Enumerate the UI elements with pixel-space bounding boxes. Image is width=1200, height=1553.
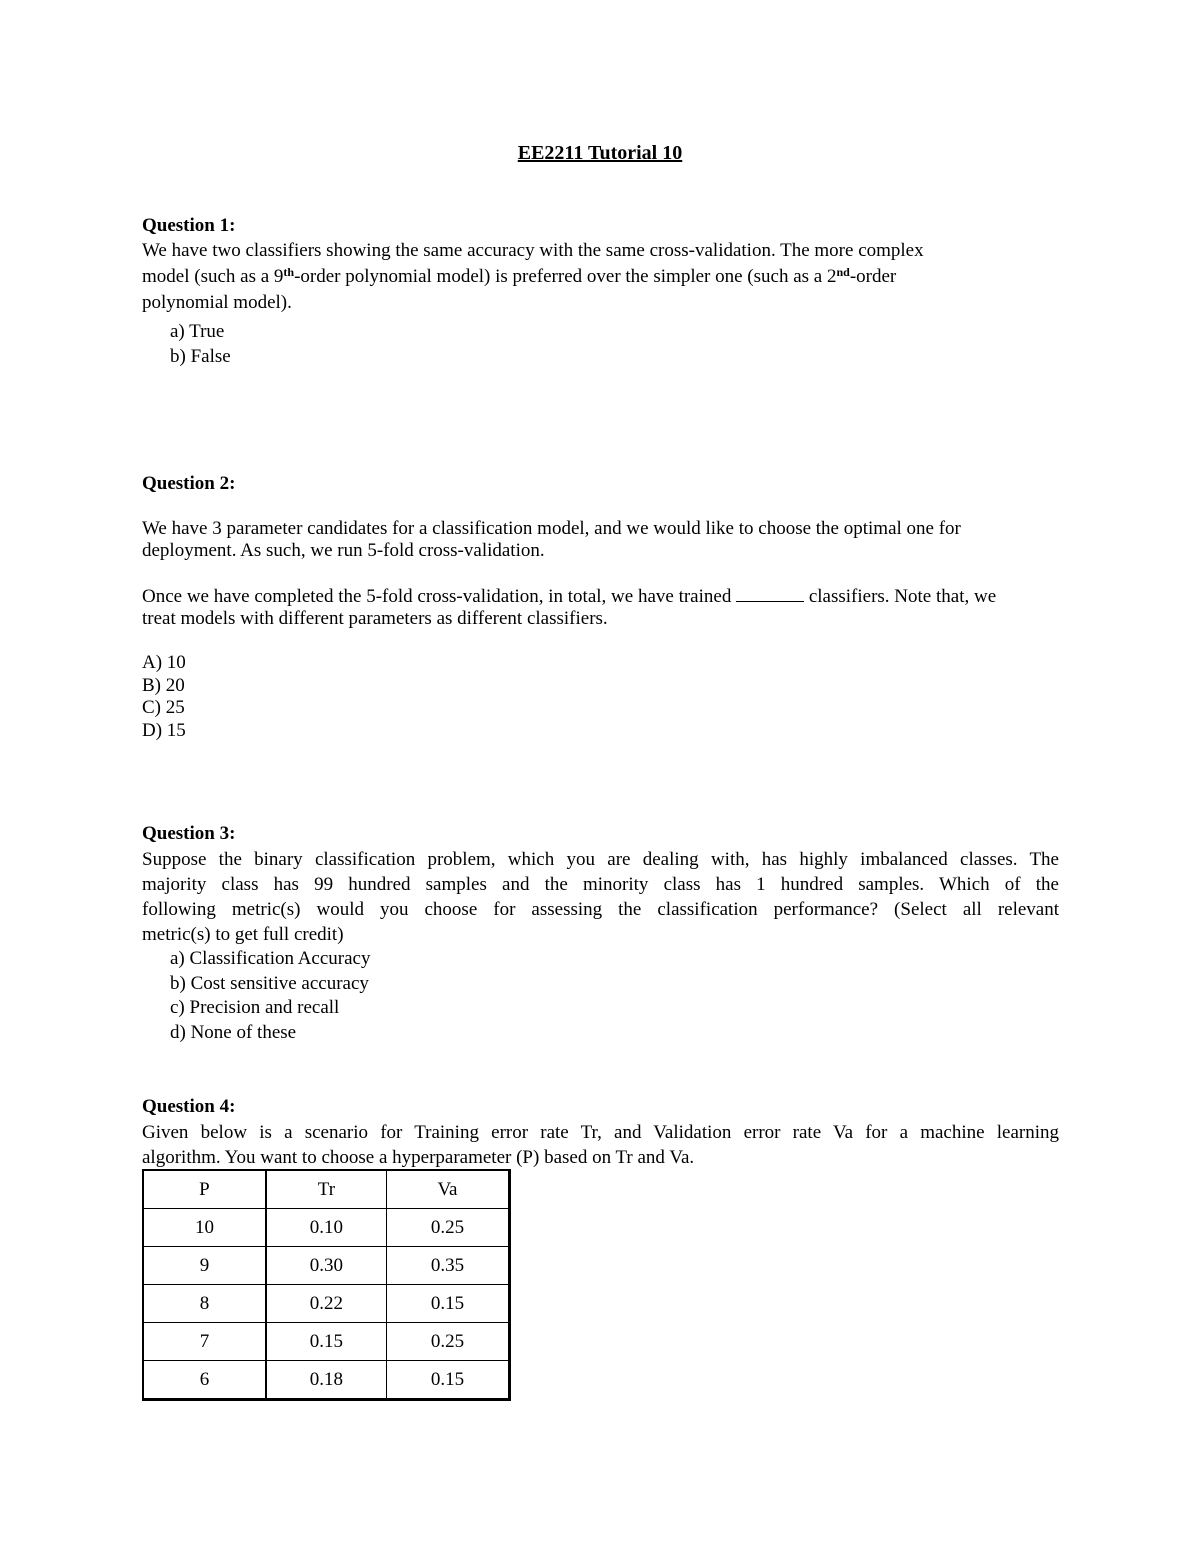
question-1-line-2 [142,264,1059,290]
cell-p: 7 [143,1323,266,1361]
question-3-text [142,847,1059,947]
cell-p: 6 [143,1361,266,1400]
question-4-line-1: Given below is a scenario for Training error rate Tr, and Validation error rate Va for a machine learning [142,1122,1059,1143]
cell-va: 0.15 [386,1361,509,1400]
cell-tr: 0.30 [266,1247,387,1285]
question-2-para-1-line-1: We have 3 parameter candidates for a classification model, and we would like to choose the optimal one for [142,518,961,539]
question-3-heading: Question 3: [142,823,236,844]
option-a-true[interactable]: a) True [170,321,225,342]
question-1-line-3: polynomial model). [142,292,292,313]
cell-va: 0.25 [386,1323,509,1361]
header-va: Va [386,1170,509,1209]
table-row [143,1323,510,1361]
question-1-line-2-part: model (such as a 9th-order polynomial model) is preferred over the simpler one (such as a 2nd-order [142,265,897,287]
cell-va: 0.15 [386,1285,509,1323]
option-a-10[interactable]: A) 10 [142,652,186,673]
cell-tr: 0.15 [266,1323,387,1361]
table-row [143,1361,510,1400]
cell-p: 8 [143,1285,266,1323]
question-4-line-2: algorithm. You want to choose a hyperparameter (P) based on Tr and Va. [142,1147,695,1168]
question-2-para-2 [142,586,1059,630]
header-tr: Tr [266,1170,387,1209]
question-3-line-4: metric(s) to get full credit) [142,924,344,945]
option-a-classification-accuracy[interactable]: a) Classification Accuracy [170,948,371,969]
question-4-text [142,1120,1059,1170]
cell-va: 0.35 [386,1247,509,1285]
option-d-none[interactable]: d) None of these [170,1021,297,1043]
question-2-options [142,652,186,742]
question-2-heading: Question 2: [142,473,236,494]
option-b-cost-sensitive-accuracy[interactable]: b) Cost sensitive accuracy [170,972,369,994]
question-1-line-1: We have two classifiers showing the same accuracy with the same cross-validation. The more complex [142,240,924,261]
page-title: EE2211 Tutorial 10 [517,142,683,164]
answer-blank[interactable] [736,586,804,602]
option-b-false[interactable]: b) False [170,346,231,367]
cell-va: 0.25 [386,1209,509,1247]
question-3-line-2: majority class has 99 hundred samples and the minority class has 1 hundred samples. Which of the [142,874,1059,895]
cell-tr: 0.10 [266,1209,387,1247]
header-p: P [143,1170,266,1209]
question-2-para-1-line-2: deployment. As such, we run 5-fold cross-validation. [142,540,545,561]
cell-tr: 0.18 [266,1361,387,1400]
cell-tr: 0.22 [266,1285,387,1323]
question-2-para-2-line-1: Once we have completed the 5-fold cross-validation, in total, we have trained classifiers. Note that, we [142,586,997,607]
question-3-options [170,947,370,1045]
question-3-line-1: Suppose the binary classification problem, which you are dealing with, has highly imbalanced classes. The [142,849,1059,870]
error-rate-table [142,1169,511,1401]
option-c-precision-recall[interactable]: c) Precision and recall [170,997,340,1018]
table-header-row [143,1170,510,1209]
cell-p: 9 [143,1247,266,1285]
question-2-para-2-line-2: treat models with different parameters as different classifiers. [142,608,608,629]
option-d-15[interactable]: D) 15 [142,719,186,741]
question-4-heading: Question 4: [142,1096,236,1117]
cell-p: 10 [143,1209,266,1247]
option-c-25[interactable]: C) 25 [142,697,185,718]
table-row [143,1209,510,1247]
question-2-para-1 [142,518,1059,562]
table-row [143,1285,510,1323]
option-b-20[interactable]: B) 20 [142,674,185,696]
question-1-text [142,238,1059,316]
question-3-line-3: following metric(s) would you choose for assessing the classification performance? (Select all relevant [142,899,1059,920]
question-1-options [170,319,231,369]
table-row [143,1247,510,1285]
question-1-heading: Question 1: [142,215,236,236]
